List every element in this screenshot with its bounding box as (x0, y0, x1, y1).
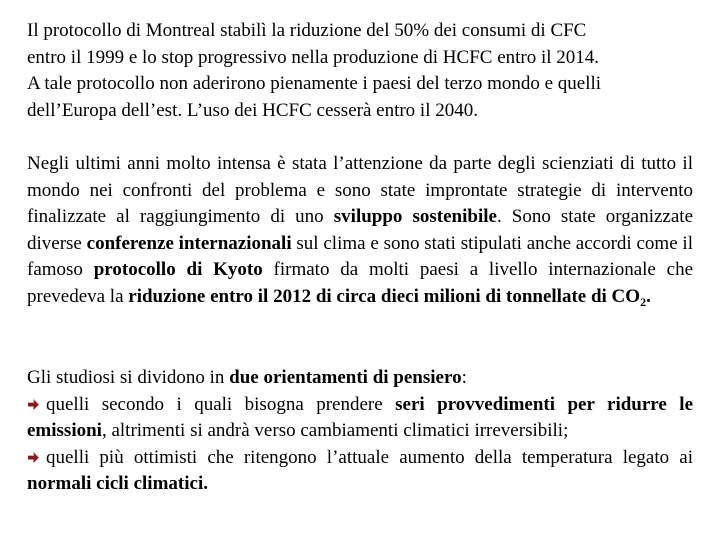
text-line: Il protocollo di Montreal stabilì la riduzione del 50% dei consumi di CFC (27, 20, 587, 41)
text-run: quelli secondo i quali bisogna prendere (46, 393, 396, 415)
bold-run-text: riduzione entro il 2012 di circa dieci milioni di tonnellate di CO (128, 285, 641, 307)
bold-run: protocollo di Kyoto (93, 259, 263, 280)
text-run: sul clima e sono stati stipulati anche accordi come il famoso (27, 232, 693, 280)
bold-run: conferenze internazionali (86, 232, 292, 254)
text-run: Negli ultimi anni molto intensa è stata l’attenzione da parte degli scienziati di tutto il mondo nei confronti del problema e sono state improntate strategie di intervento finalizzate al raggiungimento di uno (27, 153, 693, 227)
paragraph-montreal (27, 18, 693, 124)
bold-run: due orientamenti di pensiero (229, 367, 462, 388)
bold-run: normali cicli climatici. (27, 473, 208, 494)
text-run: quelli più ottimisti che ritengono l’attuale aumento della temperatura legato ai (46, 446, 693, 468)
intro-line (27, 365, 693, 392)
subscript: 2 (640, 294, 647, 309)
text-line: A tale protocollo non aderirono pienamente i paesi del terzo mondo e quelli (27, 73, 602, 94)
text-run: , altrimenti si andrà verso cambiamenti climatici irreversibili; (101, 420, 569, 441)
bullet-item (27, 445, 693, 498)
right-arrow-icon (27, 398, 40, 411)
paragraph-kyoto (27, 151, 693, 310)
text-line: dell’Europa dell’est. L’uso dei HCFC cesserà entro il 2040. (27, 99, 478, 121)
paragraph-orientamenti (27, 365, 693, 498)
bullet-item (27, 392, 693, 445)
text-run: Gli studiosi si dividono in (27, 367, 230, 388)
text-run: . Sono state organizzate diverse (27, 206, 694, 254)
right-arrow-icon (27, 451, 40, 464)
bold-run (128, 286, 651, 307)
bold-run: seri provvedimenti per ridurre le emissioni (27, 393, 694, 441)
text-run: : (461, 367, 467, 388)
text-line: entro il 1999 e lo stop progressivo nella produzione di HCFC entro il 2014. (27, 46, 600, 68)
bold-run-end: . (646, 285, 651, 307)
bold-run: sviluppo sostenibile (333, 206, 497, 227)
text-run: firmato da molti paesi a livello internazionale che prevedeva la (27, 259, 694, 307)
